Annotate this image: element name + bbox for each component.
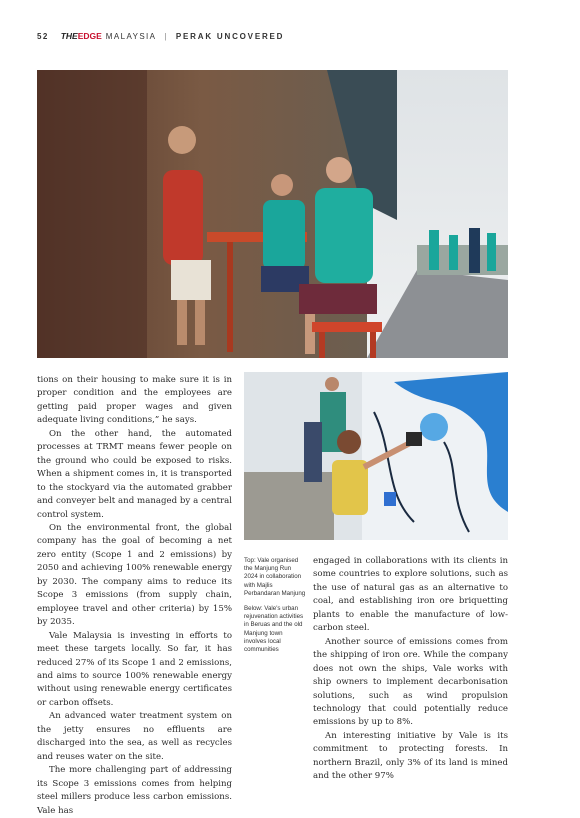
section-title: PERAK UNCOVERED: [175, 31, 285, 41]
paragraph: On the environmental front, the global company has the goal of becoming a net zero entity (Scope 1 and 2 emissions) by 2050 and achieving 100% renewable energy by 2030. The company aims to reduce its Scope 3 emissions (from supply chain, employee travel and other criteria) by 15% by 2035.: [37, 522, 232, 628]
paragraph: Vale Malaysia is investing in efforts to meet these targets locally. So far, it has reduced 27% of its Scope 1 and 2 emissions, and aims to source 100% renewable energy without using renewable energy certificates or carbon offsets.: [37, 630, 232, 708]
paragraph: Another source of emissions comes from the shipping of iron ore. While the company does not own the ships, Vale works with ship owners to implement decarbonisation solutions, such as wind propulsion technology that could potentially reduce emissions by up to 8%.: [313, 636, 508, 728]
page-number: 52: [37, 31, 49, 41]
article-column-left: [37, 374, 232, 818]
caption-below: Below: Vale's urban rejuvenation activities in Beruas and the old Manjung town involves local communities: [244, 605, 304, 654]
logo-name: EDGE: [77, 31, 102, 41]
page-header: [37, 30, 537, 42]
paragraph: engaged in collaborations with its clients in some countries to explore solutions, such as the use of natural gas as an alternative to coal, and establishing iron ore briquetting plants to enable the manufacture of low-carbon steel.: [313, 556, 508, 634]
photo-captions: [244, 557, 306, 661]
paragraph: tions on their housing to make sure it is in proper condition and the employees are getting paid proper wages and given adequate living conditions,” he says.: [37, 375, 232, 426]
logo-prefix: THE: [60, 31, 78, 41]
caption-top: Top: Vale organised the Manjung Run 2024 in collaboration with Majlis Perbandaran Manjung: [244, 557, 306, 597]
mural-two-men-seated-photo: [37, 70, 508, 358]
publication-logo: [61, 31, 102, 41]
paragraph: The more challenging part of addressing its Scope 3 emissions comes from helping steel millers produce less carbon emissions. Vale has: [37, 765, 232, 816]
header-separator: |: [164, 31, 168, 41]
article-column-right: [313, 555, 508, 784]
paragraph: On the other hand, the automated processes at TRMT means fewer people on the ground who could be exposed to risks. When a shipment comes in, it is transported to the stockyard via the automated grabber and conveyer belt and managed by a central control system.: [37, 428, 232, 520]
logo-suffix: MALAYSIA: [105, 31, 157, 41]
paragraph: An interesting initiative by Vale is its commitment to protecting forests. In northern Brazil, only 3% of its land is mined and the other 97%: [313, 730, 508, 782]
paragraph: An advanced water treatment system on the jetty ensures no effluents are discharged into the sea, as well as recycles and reuses water on the site.: [37, 711, 232, 762]
child-painting-mural-photo: [244, 372, 508, 540]
